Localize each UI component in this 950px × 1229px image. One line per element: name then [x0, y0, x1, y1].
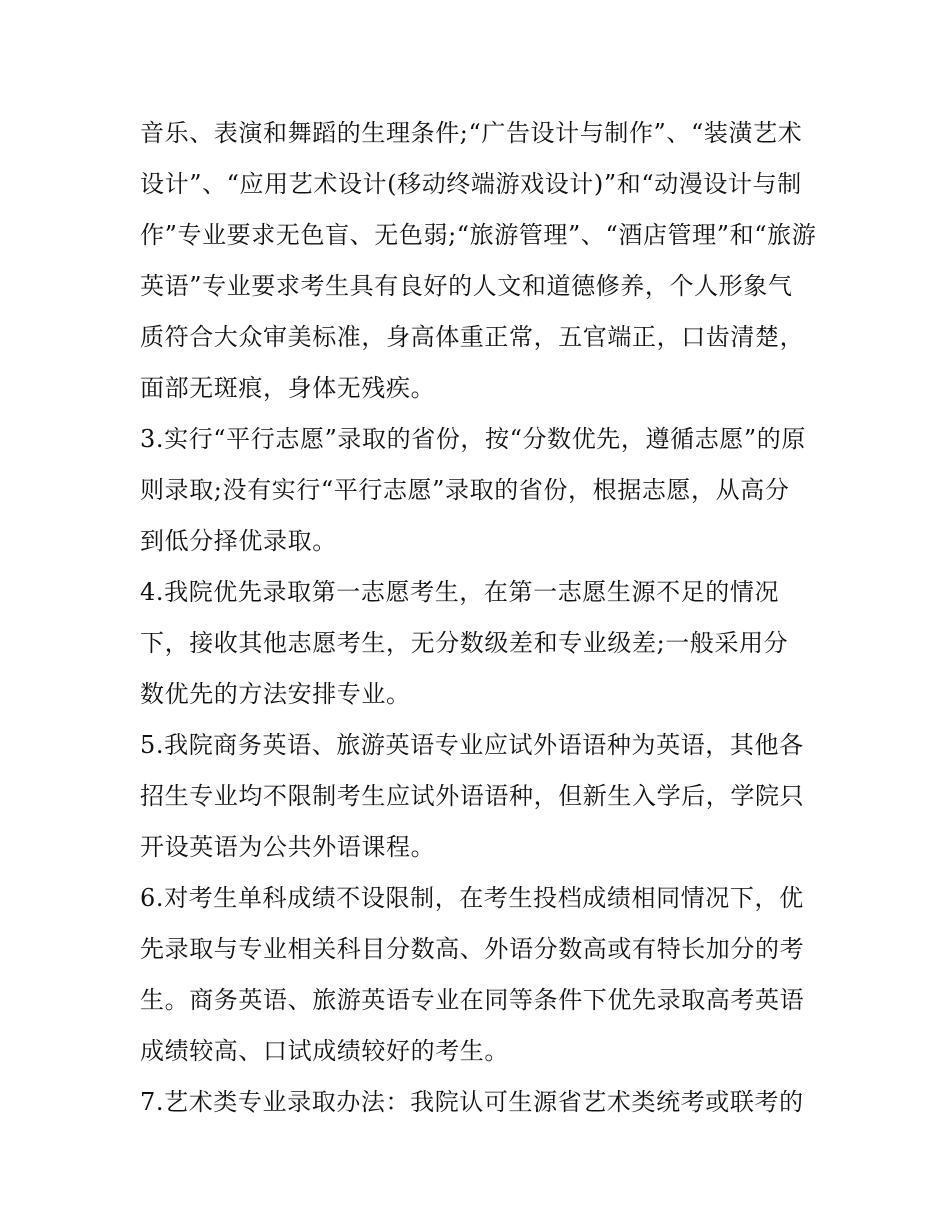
text-line: 下，接收其他志愿考生，无分数级差和专业级差;一般采用分	[140, 629, 789, 657]
text-line: 3.实行“平行志愿”录取的省份，按“分数优先，遵循志愿”的原	[140, 425, 806, 453]
text-line: 作”专业要求无色盲、无色弱;“旅游管理”、“酒店管理”和“旅游	[140, 221, 817, 249]
text-line: 英语”专业要求考生具有良好的人文和道德修养，个人形象气	[140, 272, 793, 300]
text-line: 招生专业均不限制考生应试外语语种，但新生入学后，学院只	[140, 782, 805, 810]
text-line: 4.我院优先录取第一志愿考生，在第一志愿生源不足的情况	[140, 578, 780, 606]
text-line: 5.我院商务英语、旅游英语专业应试外语语种为英语，其他各	[140, 731, 804, 759]
text-line: 数优先的方法安排专业。	[140, 680, 411, 708]
text-line: 面部无斑痕，身体无残疾。	[140, 374, 436, 402]
text-line: 音乐、表演和舞蹈的生理条件;“广告设计与制作”、“装潢艺术	[140, 119, 803, 147]
text-line: 生。商务英语、旅游英语专业在同等条件下优先录取高考英语	[140, 986, 805, 1014]
text-line: 开设英语为公共外语课程。	[140, 833, 436, 861]
document-body	[140, 108, 820, 1128]
text-line: 设计”、“应用艺术设计(移动终端游戏设计)”和“动漫设计与制	[140, 170, 802, 198]
text-line: 7.艺术类专业录取办法：我院认可生源省艺术类统考或联考的	[140, 1088, 804, 1116]
text-line: 成绩较高、口试成绩较好的考生。	[140, 1037, 509, 1065]
text-line: 6.对考生单科成绩不设限制，在考生投档成绩相同情况下，优	[140, 884, 804, 912]
text-line: 到低分择优录取。	[140, 527, 337, 555]
text-line: 先录取与专业相关科目分数高、外语分数高或有特长加分的考	[140, 935, 805, 963]
text-line: 质符合大众审美标准，身高体重正常，五官端正，口齿清楚，	[140, 323, 805, 351]
text-line: 则录取;没有实行“平行志愿”录取的省份，根据志愿，从高分	[140, 476, 790, 504]
